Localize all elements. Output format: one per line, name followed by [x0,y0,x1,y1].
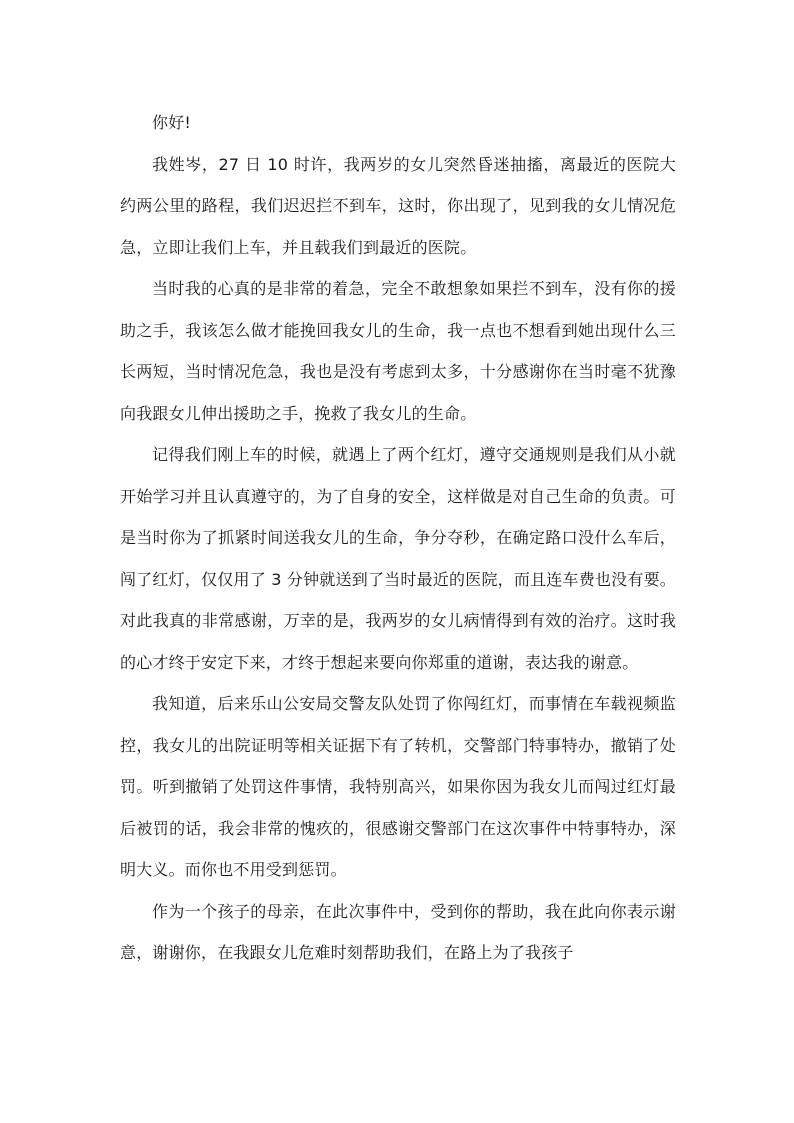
letter-paragraph-2: 当时我的心真的是非常的着急，完全不敢想象如果拦不到车，没有你的援助之手，我该怎么做才能挽回我女儿的生命，我一点也不想看到她出现什么三长两短，当时情况危急，我也是没有考虑到太多，十分感谢你在当时毫不犹豫向我跟女儿伸出援助之手，挽救了我女儿的生命。 [120,279,676,423]
letter-paragraph-4: 我知道，后来乐山公安局交警友队处罚了你闯红灯，而事情在车载视频监控，我女儿的出院证明等相关证据下有了转机，交警部门特事特办，撤销了处罚。听到撤销了处罚这件事情，我特别高兴，如果你因为我女儿而闯过红灯最后被罚的话，我会非常的愧疚的，很感谢交警部门在这次事件中特事特办，深明大义。而你也不用受到惩罚。 [120,694,676,879]
letter-greeting: 你好! [152,113,192,132]
letter-body [120,102,676,974]
letter-paragraph-3: 记得我们刚上车的时候，就遇上了两个红灯，遵守交通规则是我们从小就开始学习并且认真遵守的，为了自身的安全，这样做是对自己生命的负责。可是当时你为了抓紧时间送我女儿的生命，争分夺秒，在确定路口没什么车后，闯了红灯，仅仅用了 3 分钟就送到了当时最近的医院，而且连车费也没有要。对此我真的非常感谢，万幸的是，我两岁的女儿病情得到有效的治疗。这时我的心才终于安定下来，才终于想起来要向你郑重的道谢，表达我的谢意。 [120,445,676,672]
letter-paragraph-5: 作为一个孩子的母亲，在此次事件中，受到你的帮助，我在此向你表示谢意，谢谢你，在我跟女儿危难时刻帮助我们，在路上为了我孩子 [120,901,676,962]
letter-paragraph-1: 我姓岑，27 日 10 时许，我两岁的女儿突然昏迷抽搐，离最近的医院大约两公里的路程，我们迟迟拦不到车，这时，你出现了，见到我的女儿情况危急，立即让我们上车，并且载我们到最近的医院。 [120,154,676,257]
